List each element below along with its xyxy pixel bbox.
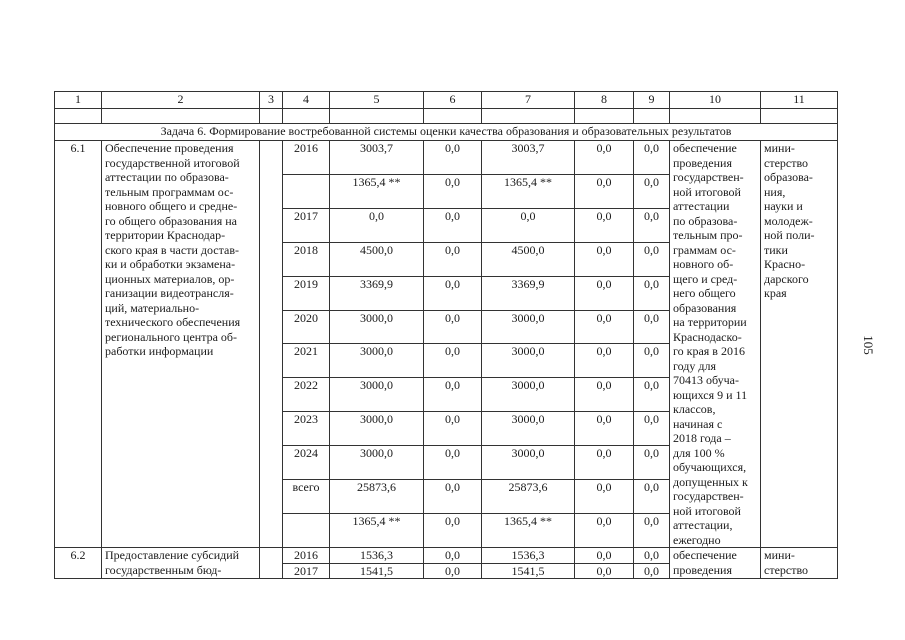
federal-cell: 0,0 [424, 310, 482, 344]
federal-cell: 0,0 [424, 344, 482, 378]
local-cell: 0,0 [575, 480, 634, 514]
total-cell: 0,0 [330, 208, 424, 242]
local-cell: 0,0 [575, 378, 634, 412]
expected-result: обеспечение проведения государствен- ной итоговой аттестации по образова- тельным про- граммам ос- новного об- щего и сред- него общего образования на территории Краснодаско- го края в 2016 году для 70413 обуча- ющихся 9 и 11 классов, начиная с 2018 года – для 100 % обучающихся, допущенных к государствен- ной итоговой аттестации, ежегодно [670, 141, 761, 548]
other-cell: 0,0 [634, 446, 670, 480]
total-cell: 3000,0 [330, 446, 424, 480]
year-cell: 2018 [283, 242, 330, 276]
local-cell: 0,0 [575, 310, 634, 344]
local-cell: 0,0 [575, 276, 634, 310]
federal-cell: 0,0 [424, 242, 482, 276]
other-cell: 0,0 [634, 174, 670, 208]
col-header: 11 [761, 92, 838, 109]
federal-cell: 0,0 [424, 412, 482, 446]
local-cell: 0,0 [575, 174, 634, 208]
regional-cell: 3000,0 [482, 412, 575, 446]
regional-cell: 1365,4 ** [482, 174, 575, 208]
regional-cell: 1365,4 ** [482, 513, 575, 547]
regional-cell: 0,0 [482, 208, 575, 242]
col-header: 3 [260, 92, 283, 109]
other-cell: 0,0 [634, 480, 670, 514]
col-header: 8 [575, 92, 634, 109]
executor: мини- стерство образова- ния, науки и молодеж- ной поли- тики Красно- дарского края [761, 141, 838, 548]
total-cell: 1365,4 ** [330, 174, 424, 208]
col-header: 4 [283, 92, 330, 109]
item-number: 6.2 [55, 548, 102, 579]
other-cell: 0,0 [634, 513, 670, 547]
other-cell: 0,0 [634, 141, 670, 175]
total-cell: 4500,0 [330, 242, 424, 276]
year-cell: 2017 [283, 563, 330, 579]
local-cell: 0,0 [575, 548, 634, 564]
other-cell: 0,0 [634, 563, 670, 579]
local-cell: 0,0 [575, 141, 634, 175]
total-cell: 3369,9 [330, 276, 424, 310]
total-cell: 3000,0 [330, 412, 424, 446]
local-cell: 0,0 [575, 563, 634, 579]
federal-cell: 0,0 [424, 513, 482, 547]
year-cell: 2023 [283, 412, 330, 446]
year-cell [283, 513, 330, 547]
expected-result: обеспечение проведения [670, 548, 761, 579]
year-cell: 2016 [283, 548, 330, 564]
source-cell [260, 548, 283, 579]
local-cell: 0,0 [575, 242, 634, 276]
federal-cell: 0,0 [424, 141, 482, 175]
year-cell: 2016 [283, 141, 330, 175]
page-number: 105 [860, 335, 876, 355]
col-header: 6 [424, 92, 482, 109]
source-cell [260, 141, 283, 548]
regional-cell: 3003,7 [482, 141, 575, 175]
table-row [55, 548, 838, 564]
local-cell: 0,0 [575, 344, 634, 378]
col-header: 2 [102, 92, 260, 109]
regional-cell: 3000,0 [482, 344, 575, 378]
item-name: Предоставление субсидий государственным бюд- [102, 548, 260, 579]
total-cell: 3000,0 [330, 378, 424, 412]
local-cell: 0,0 [575, 513, 634, 547]
other-cell: 0,0 [634, 344, 670, 378]
col-header: 7 [482, 92, 575, 109]
other-cell: 0,0 [634, 208, 670, 242]
federal-cell: 0,0 [424, 446, 482, 480]
item-name: Обеспечение проведения государственной итоговой аттестации по образова- тельным программам ос- новного общего и средне- го общего образования на территории Краснодар- ского края в части достав- ки и обработки экзамена- ционных материалов, ор- ганизации видеотрансля- ций, материально- технического обеспечения регионального центра об- работки информации [102, 141, 260, 548]
regional-cell: 1541,5 [482, 563, 575, 579]
regional-cell: 3369,9 [482, 276, 575, 310]
federal-cell: 0,0 [424, 208, 482, 242]
other-cell: 0,0 [634, 378, 670, 412]
regional-cell: 3000,0 [482, 378, 575, 412]
total-cell: 3000,0 [330, 344, 424, 378]
table-row [55, 141, 838, 175]
regional-cell: 4500,0 [482, 242, 575, 276]
year-cell: 2021 [283, 344, 330, 378]
total-cell: 3003,7 [330, 141, 424, 175]
federal-cell: 0,0 [424, 378, 482, 412]
federal-cell: 0,0 [424, 548, 482, 564]
regional-cell: 1536,3 [482, 548, 575, 564]
federal-cell: 0,0 [424, 276, 482, 310]
task-title: Задача 6. Формирование востребованной системы оценки качества образования и образовательных результатов [55, 124, 838, 141]
col-header: 9 [634, 92, 670, 109]
year-cell [283, 174, 330, 208]
year-cell: 2020 [283, 310, 330, 344]
local-cell: 0,0 [575, 412, 634, 446]
year-cell: всего [283, 480, 330, 514]
local-cell: 0,0 [575, 446, 634, 480]
year-cell: 2024 [283, 446, 330, 480]
regional-cell: 25873,6 [482, 480, 575, 514]
year-cell: 2017 [283, 208, 330, 242]
col-header: 10 [670, 92, 761, 109]
item-number: 6.1 [55, 141, 102, 548]
year-cell: 2022 [283, 378, 330, 412]
executor: мини- стерство [761, 548, 838, 579]
local-cell: 0,0 [575, 208, 634, 242]
column-number-row [55, 92, 838, 109]
other-cell: 0,0 [634, 242, 670, 276]
other-cell: 0,0 [634, 412, 670, 446]
federal-cell: 0,0 [424, 480, 482, 514]
year-cell: 2019 [283, 276, 330, 310]
program-table [54, 91, 838, 579]
total-cell: 1541,5 [330, 563, 424, 579]
other-cell: 0,0 [634, 276, 670, 310]
other-cell: 0,0 [634, 548, 670, 564]
col-header: 1 [55, 92, 102, 109]
regional-cell: 3000,0 [482, 446, 575, 480]
other-cell: 0,0 [634, 310, 670, 344]
total-cell: 1365,4 ** [330, 513, 424, 547]
total-cell: 3000,0 [330, 310, 424, 344]
federal-cell: 0,0 [424, 563, 482, 579]
total-cell: 1536,3 [330, 548, 424, 564]
regional-cell: 3000,0 [482, 310, 575, 344]
task-row [55, 124, 838, 141]
spacer-row [55, 109, 838, 124]
col-header: 5 [330, 92, 424, 109]
federal-cell: 0,0 [424, 174, 482, 208]
total-cell: 25873,6 [330, 480, 424, 514]
